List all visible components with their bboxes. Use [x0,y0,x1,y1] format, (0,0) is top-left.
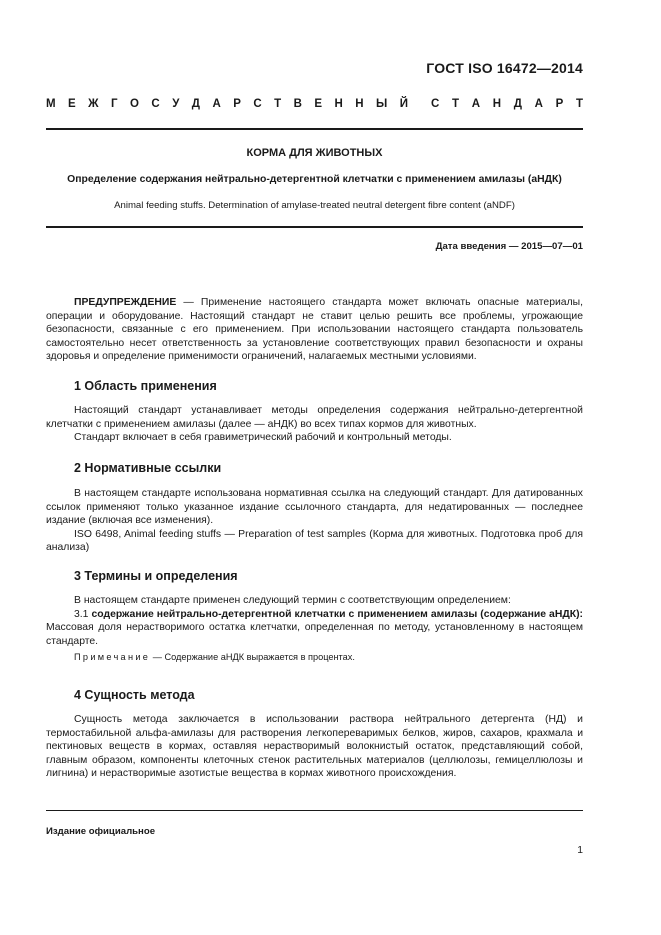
scope-paragraph-2: Стандарт включает в себя гравиметрический рабочий и контрольный методы. [74,432,452,444]
section-scope [46,404,583,445]
standard-banner [46,98,583,110]
principle-paragraph: Сущность метода заключается в использовании раствора нейтрального детергента (НД) и термостабильной альфа-амилазы для растворения легкопереваримых белков, жиров, сахаров, крахмала и пектиновых веществ в кормах, оставляя нерастворимый волокнистый остаток, представляющий собой, главным образом, компоненты клеточных стенок растительных материалов (целлюлозы, гемицеллюлозы и лигнина) и нерастворимые азотистые вещества в кормах животного происхождения. [46,714,583,780]
banner-letter: Е [314,98,323,110]
introduction-date: Дата введения — 2015—07—01 [435,241,583,252]
banner-letter: Т [452,98,460,110]
footer-divider [46,810,583,811]
document-title: КОРМА ДЛЯ ЖИВОТНЫХ [246,147,383,159]
document-subtitle: Определение содержания нейтрально-детергентной клетчатки с применением амилазы (аНДК) [67,174,562,185]
warning-text: — Применение настоящего стандарта может включать опасные материалы, операции и оборудование. Настоящий стандарт не ставит целью решить все проблемы, угрожающие безопасности, связанные с его применением. При использовании настоящего стандарта пользователь самостоятельно несет ответственность за установление соответствующих правил безопасности и охраны здоровья и определение применимости ограничений, налагаемых местными условиями. [46,297,583,363]
title-divider [46,226,583,228]
scope-paragraph-1: Настоящий стандарт устанавливает методы определения содержания нейтрально-детергентной клетчатки с применением амилазы (далее — аНДК) во всех типах кормов для животных. [46,405,583,430]
term-definition-text: Массовая доля нерастворимого остатка клетчатки, определенная по методу, установленному в настоящем стандарте. [46,622,583,647]
banner-letter: Н [355,98,364,110]
banner-letter: Р [555,98,564,110]
warning-paragraph [46,296,583,364]
section-heading-terms: 3 Термины и определения [74,569,238,583]
banner-word-interstate [46,98,408,110]
section-terms [46,594,583,648]
section-heading-scope: 1 Область применения [74,379,217,393]
note-label: Примечание [74,652,151,662]
page-number: 1 [577,845,583,856]
banner-letter: Ы [376,98,388,110]
document-code: ГОСТ ISO 16472—2014 [426,60,583,76]
section-references [46,487,583,555]
term-number: 3.1 [74,608,89,620]
top-divider [46,128,583,130]
banner-letter: С [431,98,440,110]
banner-letter: Р [233,98,241,110]
banner-letter: Г [111,98,118,110]
banner-letter: М [46,98,56,110]
warning-label: ПРЕДУПРЕЖДЕНИЕ [74,297,177,308]
term-name: содержание нейтрально-детергентной клетчатки с применением амилазы (содержание аНДК): [91,608,584,620]
banner-letter: Е [68,98,76,110]
banner-letter: Ж [88,98,99,110]
banner-letter: Й [399,98,408,110]
banner-letter: О [130,98,139,110]
term-definition [46,608,583,649]
banner-letter: Д [513,98,522,110]
official-edition-label: Издание официальное [46,826,156,837]
banner-letter: А [534,98,543,110]
banner-letter: Н [492,98,502,110]
banner-letter: А [212,98,221,110]
banner-letter: А [471,98,481,110]
banner-letter: С [151,98,160,110]
banner-letter: Д [191,98,200,110]
section-heading-references: 2 Нормативные ссылки [74,461,222,475]
banner-letter: В [293,98,302,110]
terms-note [74,652,355,662]
section-heading-principle: 4 Сущность метода [74,688,195,702]
banner-letter: Н [334,98,343,110]
section-principle [46,713,583,781]
banner-word-standard [431,98,583,110]
banner-letter: Т [575,98,583,110]
terms-paragraph-1: В настоящем стандарте применен следующий термин с соответствующим определением: [74,595,511,606]
note-text: — Содержание аНДК выражается в процентах. [150,652,355,662]
references-paragraph-1: В настоящем стандарте использована нормативная ссылка на следующий стандарт. Для датированных ссылок применяют только указанное издание ссылочного стандарта, для недатированных — последнее издание (включая все изменения). [46,488,583,527]
banner-letter: С [253,98,262,110]
references-paragraph-2: ISO 6498, Animal feeding stuffs — Preparation of test samples (Корма для животных. Подготовка проб для анализа) [46,528,583,554]
banner-letter: Т [274,98,282,110]
document-title-english: Animal feeding stuffs. Determination of amylase-treated neutral detergent fibre content (aNDF) [114,200,515,211]
banner-letter: У [172,98,180,110]
